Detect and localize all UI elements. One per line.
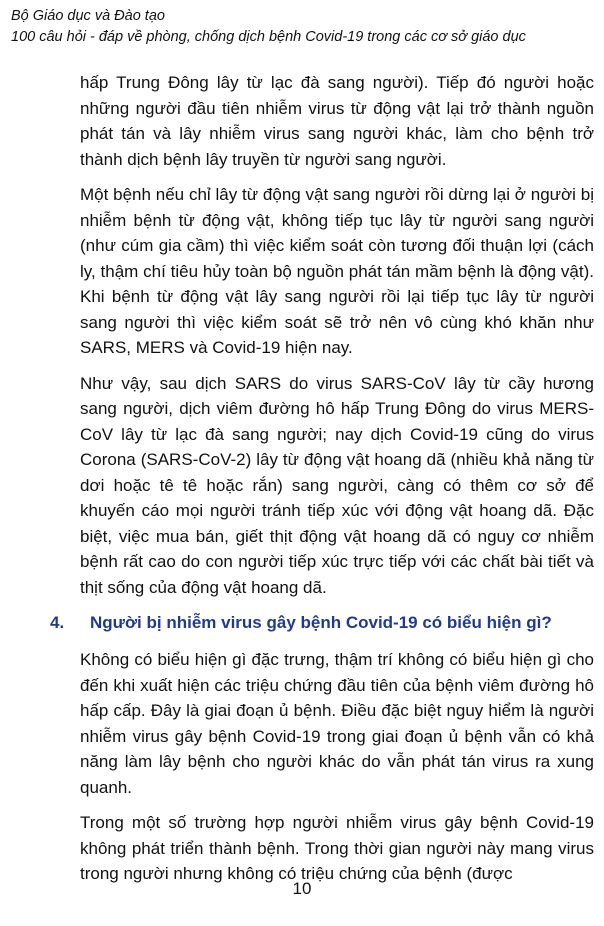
question-text: Người bị nhiễm virus gây bệnh Covid-19 có biểu hiện gì? (90, 613, 552, 632)
paragraph-continued: hấp Trung Đông lây từ lạc đà sang người). Tiếp đó người hoặc những người đầu tiên nhiễm virus từ động vật lại trở thành nguồn phát tán và lây nhiễm virus sang người khác, làm cho bệnh trở thành dịch bệnh lây truyền từ người sang người. (80, 73, 594, 169)
paragraph: Trong một số trường hợp người nhiễm virus gây bệnh Covid-19 không phát triển thành bệnh. Trong thời gian người này mang virus trong người nhưng không có triệu chứng của bệnh (được (80, 813, 594, 883)
page-body (50, 70, 594, 897)
page-number: 10 (292, 879, 312, 898)
header-publisher: Bộ Giáo dục và Đào tạo (11, 8, 165, 24)
paragraph: Một bệnh nếu chỉ lây từ động vật sang người rồi dừng lại ở người bị nhiễm bệnh từ động vật, không tiếp tục lây từ người sang người (như cúm gia cầm) thì việc kiểm soát còn tương đối thuận lợi (cách ly, thậm chí tiêu hủy toàn bộ nguồn phát tán mầm bệnh là động vật). Khi bệnh từ động vật lây sang người rồi lại tiếp tục lây từ người sang người thì việc kiểm soát sẽ trở nên vô cùng khó khăn như SARS, MERS và Covid-19 hiện nay. (80, 185, 594, 357)
paragraph: Không có biểu hiện gì đặc trưng, thậm trí không có biểu hiện gì cho đến khi xuất hiện các triệu chứng đầu tiên của bệnh viêm đường hô hấp cấp. Đây là giai đoạn ủ bệnh. Điều đặc biệt nguy hiểm là người nhiễm virus gây bệnh Covid-19 trong giai đoạn ủ bệnh vẫn có khả năng làm lây bệnh cho người khác do vẫn phát tán virus ra xung quanh. (80, 650, 594, 797)
paragraph: Như vậy, sau dịch SARS do virus SARS-CoV lây từ cầy hương sang người, dịch viêm đường hô hấp Trung Đông do virus MERS-CoV lây từ lạc đà sang người; nay dịch Covid-19 cũng do virus Corona (SARS-CoV-2) lây từ động vật hoang dã (nhiều khả năng từ dơi hoặc tê tê hoặc rắn) sang người, càng có thêm cơ sở để khuyến cáo mọi người tránh tiếp xúc với động vật hoang dã. Đặc biệt, việc mua bán, giết thịt động vật hoang dã có nguy cơ nhiễm bệnh rất cao do con người tiếp xúc trực tiếp với các chất bài tiết và thịt sống của động vật hoang dã. (80, 373, 594, 597)
running-header (11, 6, 601, 48)
question-heading (50, 610, 594, 635)
header-book-title: 100 câu hỏi - đáp về phòng, chống dịch bệnh Covid-19 trong các cơ sở giáo dục (11, 29, 526, 45)
question-number: 4. (50, 613, 65, 632)
